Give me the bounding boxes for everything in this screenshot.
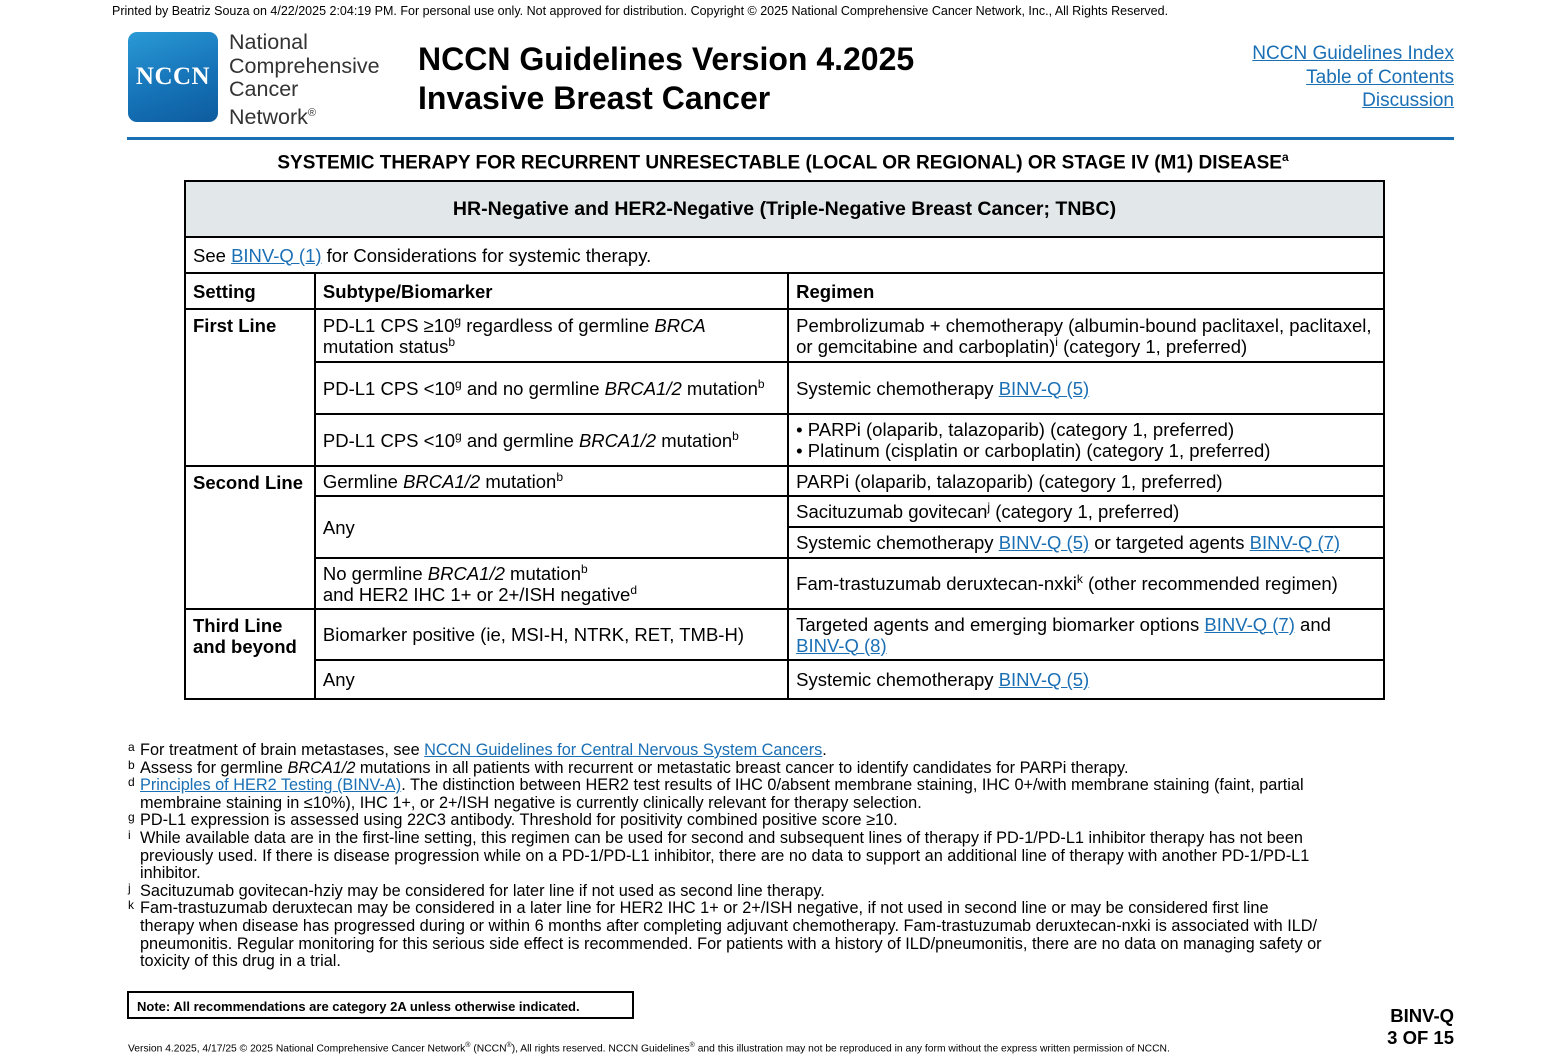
table-of-contents-link[interactable]: Table of Contents	[1306, 66, 1454, 88]
footnotes	[128, 742, 1448, 971]
regimen-cell: PARPi (olaparib, talazoparib) (category 1, preferred)	[788, 466, 1384, 496]
footnote-g: g PD-L1 expression is assessed using 22C3 antibody. Threshold for positivity combined positive score ≥10.	[128, 810, 898, 830]
subtype-cell: No germline BRCA1/2 mutation$^b$ and HER2 IHC 1+ or 2+/ISH negative$^d$	[315, 558, 788, 609]
title-version: NCCN Guidelines Version 4.2025	[418, 41, 915, 77]
guidelines-index-link[interactable]: NCCN Guidelines Index	[1252, 43, 1454, 64]
subtype-cell: Biomarker positive (ie, MSI-H, NTRK, RET, TMB-H)	[315, 609, 788, 660]
page-title	[418, 40, 914, 118]
binv-q-7-link[interactable]: BINV-Q (7)	[1249, 532, 1341, 553]
footnote-d: d Principles of HER2 Testing (BINV-A). The distinction between HER2 test results of IHC 0/absent membrane staining, IHC 0+/with membrane staining (faint, partial membraine staining in ≤10%), IHC 1+, or 2+/ISH negative is currently clinically relevant for therapy selection.	[128, 775, 1304, 812]
regimen-cell: • PARPi (olaparib, talazoparib) (category 1, preferred) • Platinum (cisplatin or carboplatin) (category 1, preferred)	[788, 414, 1384, 466]
col-subtype: Subtype/Biomarker	[315, 273, 788, 309]
page-code: BINV-Q	[1390, 1005, 1454, 1026]
category-note: Note: All recommendations are category 2A unless otherwise indicated.	[127, 991, 634, 1019]
footnote-k: k Fam-trastuzumab deruxtecan may be considered in a later line for HER2 IHC 1+ or 2+/ISH negative, if not used in second line or may be considered first line therapy when disease has progressed during or within 6 months after completing adjuvant chemotherapy. Fam-trastuzumab deruxtecan-nxki is associated with ILD/ pneumonitis. Regular monitoring for this serious side effect is recommended. For patients with a history of ILD/pneumonitis, there are no data on managing safety or toxicity of this drug in a trial.	[128, 898, 1322, 971]
section-title: SYSTEMIC THERAPY FOR RECURRENT UNRESECTABLE (LOCAL OR REGIONAL) OR STAGE IV (M1) DISEASE$^a$	[277, 150, 1289, 174]
nccn-logo[interactable]	[128, 32, 218, 122]
footnote-j: j Sacituzumab govitecan-hziy may be considered for later line if not used as second line therapy.	[128, 880, 825, 900]
logo-mark: NCCN	[135, 63, 211, 90]
regimen-cell: Fam-trastuzumab deruxtecan-nxki$^k$ (other recommended regimen)	[788, 558, 1384, 609]
nav-links	[1252, 42, 1454, 113]
footnote-b: b Assess for germline BRCA1/2 mutations in all patients with recurrent or metastatic breast cancer to identify candidates for PARPi therapy.	[128, 757, 1129, 777]
copyright-footer: Version 4.2025, 4/17/25 © 2025 National Comprehensive Cancer Network® (NCCN®), All rights reserved. NCCN Guidelines® and this illustration may not be reproduced in any form without the express written permission of NCCN.	[128, 1042, 1170, 1055]
table-row	[185, 558, 1384, 609]
binv-q-8-link[interactable]: BINV-Q (8)	[796, 634, 887, 656]
logo-line: Network®	[229, 104, 316, 129]
table-row	[185, 466, 1384, 496]
cns-guidelines-link[interactable]: NCCN Guidelines for Central Nervous System Cancers	[424, 741, 823, 759]
page-identifier	[1387, 1005, 1454, 1049]
print-line: Printed by Beatriz Souza on 4/22/2025 2:04:19 PM. For personal use only. Not approved for distribution. Copyright © 2025 National Comprehensive Cancer Network, Inc., All Rights Reserved.	[112, 4, 1169, 18]
column-header-row	[185, 273, 1384, 309]
binv-q-7-link[interactable]: BINV-Q (7)	[1204, 613, 1295, 635]
see-considerations: See BINV-Q (1) for Considerations for systemic therapy.	[185, 237, 1384, 273]
tnbc-regimen-table	[184, 180, 1385, 700]
table-row	[185, 414, 1384, 466]
subtype-cell: PD-L1 CPS $<10^g$ and no germline BRCA1/2 mutation$^b$	[315, 362, 788, 414]
subtype-cell: Any	[315, 660, 788, 699]
binv-q-5-link[interactable]: BINV-Q (5)	[998, 532, 1090, 553]
subtype-cell: PD-L1 CPS $\ge 10^g$ regardless of germline BRCA mutation status$^b$	[315, 309, 788, 362]
table-row	[185, 309, 1384, 362]
subtype-cell: Germline BRCA1/2 mutation$^b$	[315, 466, 788, 496]
footnote-i: i While available data are in the first-line setting, this regimen can be used for second and subsequent lines of therapy if PD-1/PD-L1 inhibitor therapy has not been previously used. If there is disease progression while on a PD-1/PD-L1 inhibitor, there are no data to support an additional line of therapy with another PD-1/PD-L1 inhibitor.	[128, 827, 1310, 883]
table-row	[185, 496, 1384, 527]
table-header-row	[185, 181, 1384, 237]
logo-wordmark	[229, 31, 380, 129]
title-disease: Invasive Breast Cancer	[418, 80, 771, 116]
table-row	[185, 237, 1384, 273]
logo-line: National	[229, 30, 308, 54]
col-setting: Setting	[185, 273, 315, 309]
table-row	[185, 609, 1384, 660]
setting-first-line: First Line	[185, 309, 315, 466]
binv-q-1-link[interactable]: BINV-Q (1)	[231, 244, 322, 266]
page-number: 3 OF 15	[1387, 1027, 1454, 1048]
regimen-cell: Pembrolizumab + chemotherapy (albumin-bound paclitaxel, paclitaxel, or gemcitabine and carboplatin)$^i$ (category 1, preferred)	[788, 309, 1384, 362]
logo-line: Comprehensive	[229, 53, 380, 78]
subtype-cell: Any	[315, 496, 788, 558]
table-row	[185, 362, 1384, 414]
regimen-cell: Systemic chemotherapy BINV-Q (5)	[788, 362, 1384, 414]
binv-q-5-link[interactable]: BINV-Q (5)	[998, 669, 1090, 690]
regimen-cell: Systemic chemotherapy BINV-Q (5)	[788, 660, 1384, 699]
discussion-link[interactable]: Discussion	[1362, 90, 1454, 111]
footnote-a: a For treatment of brain metastases, see NCCN Guidelines for Central Nervous System Cancers.	[128, 740, 827, 759]
regimen-cell: Targeted agents and emerging biomarker options BINV-Q (7) and BINV-Q (8)	[788, 609, 1384, 660]
header-divider	[127, 137, 1454, 140]
regimen-cell: Sacituzumab govitecan$^j$ (category 1, preferred)	[788, 496, 1384, 527]
logo-line: Cancer	[229, 77, 299, 101]
binv-q-5-link[interactable]: BINV-Q (5)	[998, 377, 1090, 399]
setting-second-line: Second Line	[185, 466, 315, 609]
setting-third-line: Third Line and beyond	[185, 609, 315, 699]
table-row	[185, 660, 1384, 699]
regimen-cell: Systemic chemotherapy BINV-Q (5) or targeted agents BINV-Q (7)	[788, 527, 1384, 558]
table-header: HR-Negative and HER2-Negative (Triple-Negative Breast Cancer; TNBC)	[185, 181, 1384, 237]
subtype-cell: PD-L1 CPS $<10^g$ and germline BRCA1/2 mutation$^b$	[315, 414, 788, 466]
col-regimen: Regimen	[788, 273, 1384, 309]
her2-testing-link[interactable]: Principles of HER2 Testing (BINV-A)	[140, 776, 402, 795]
